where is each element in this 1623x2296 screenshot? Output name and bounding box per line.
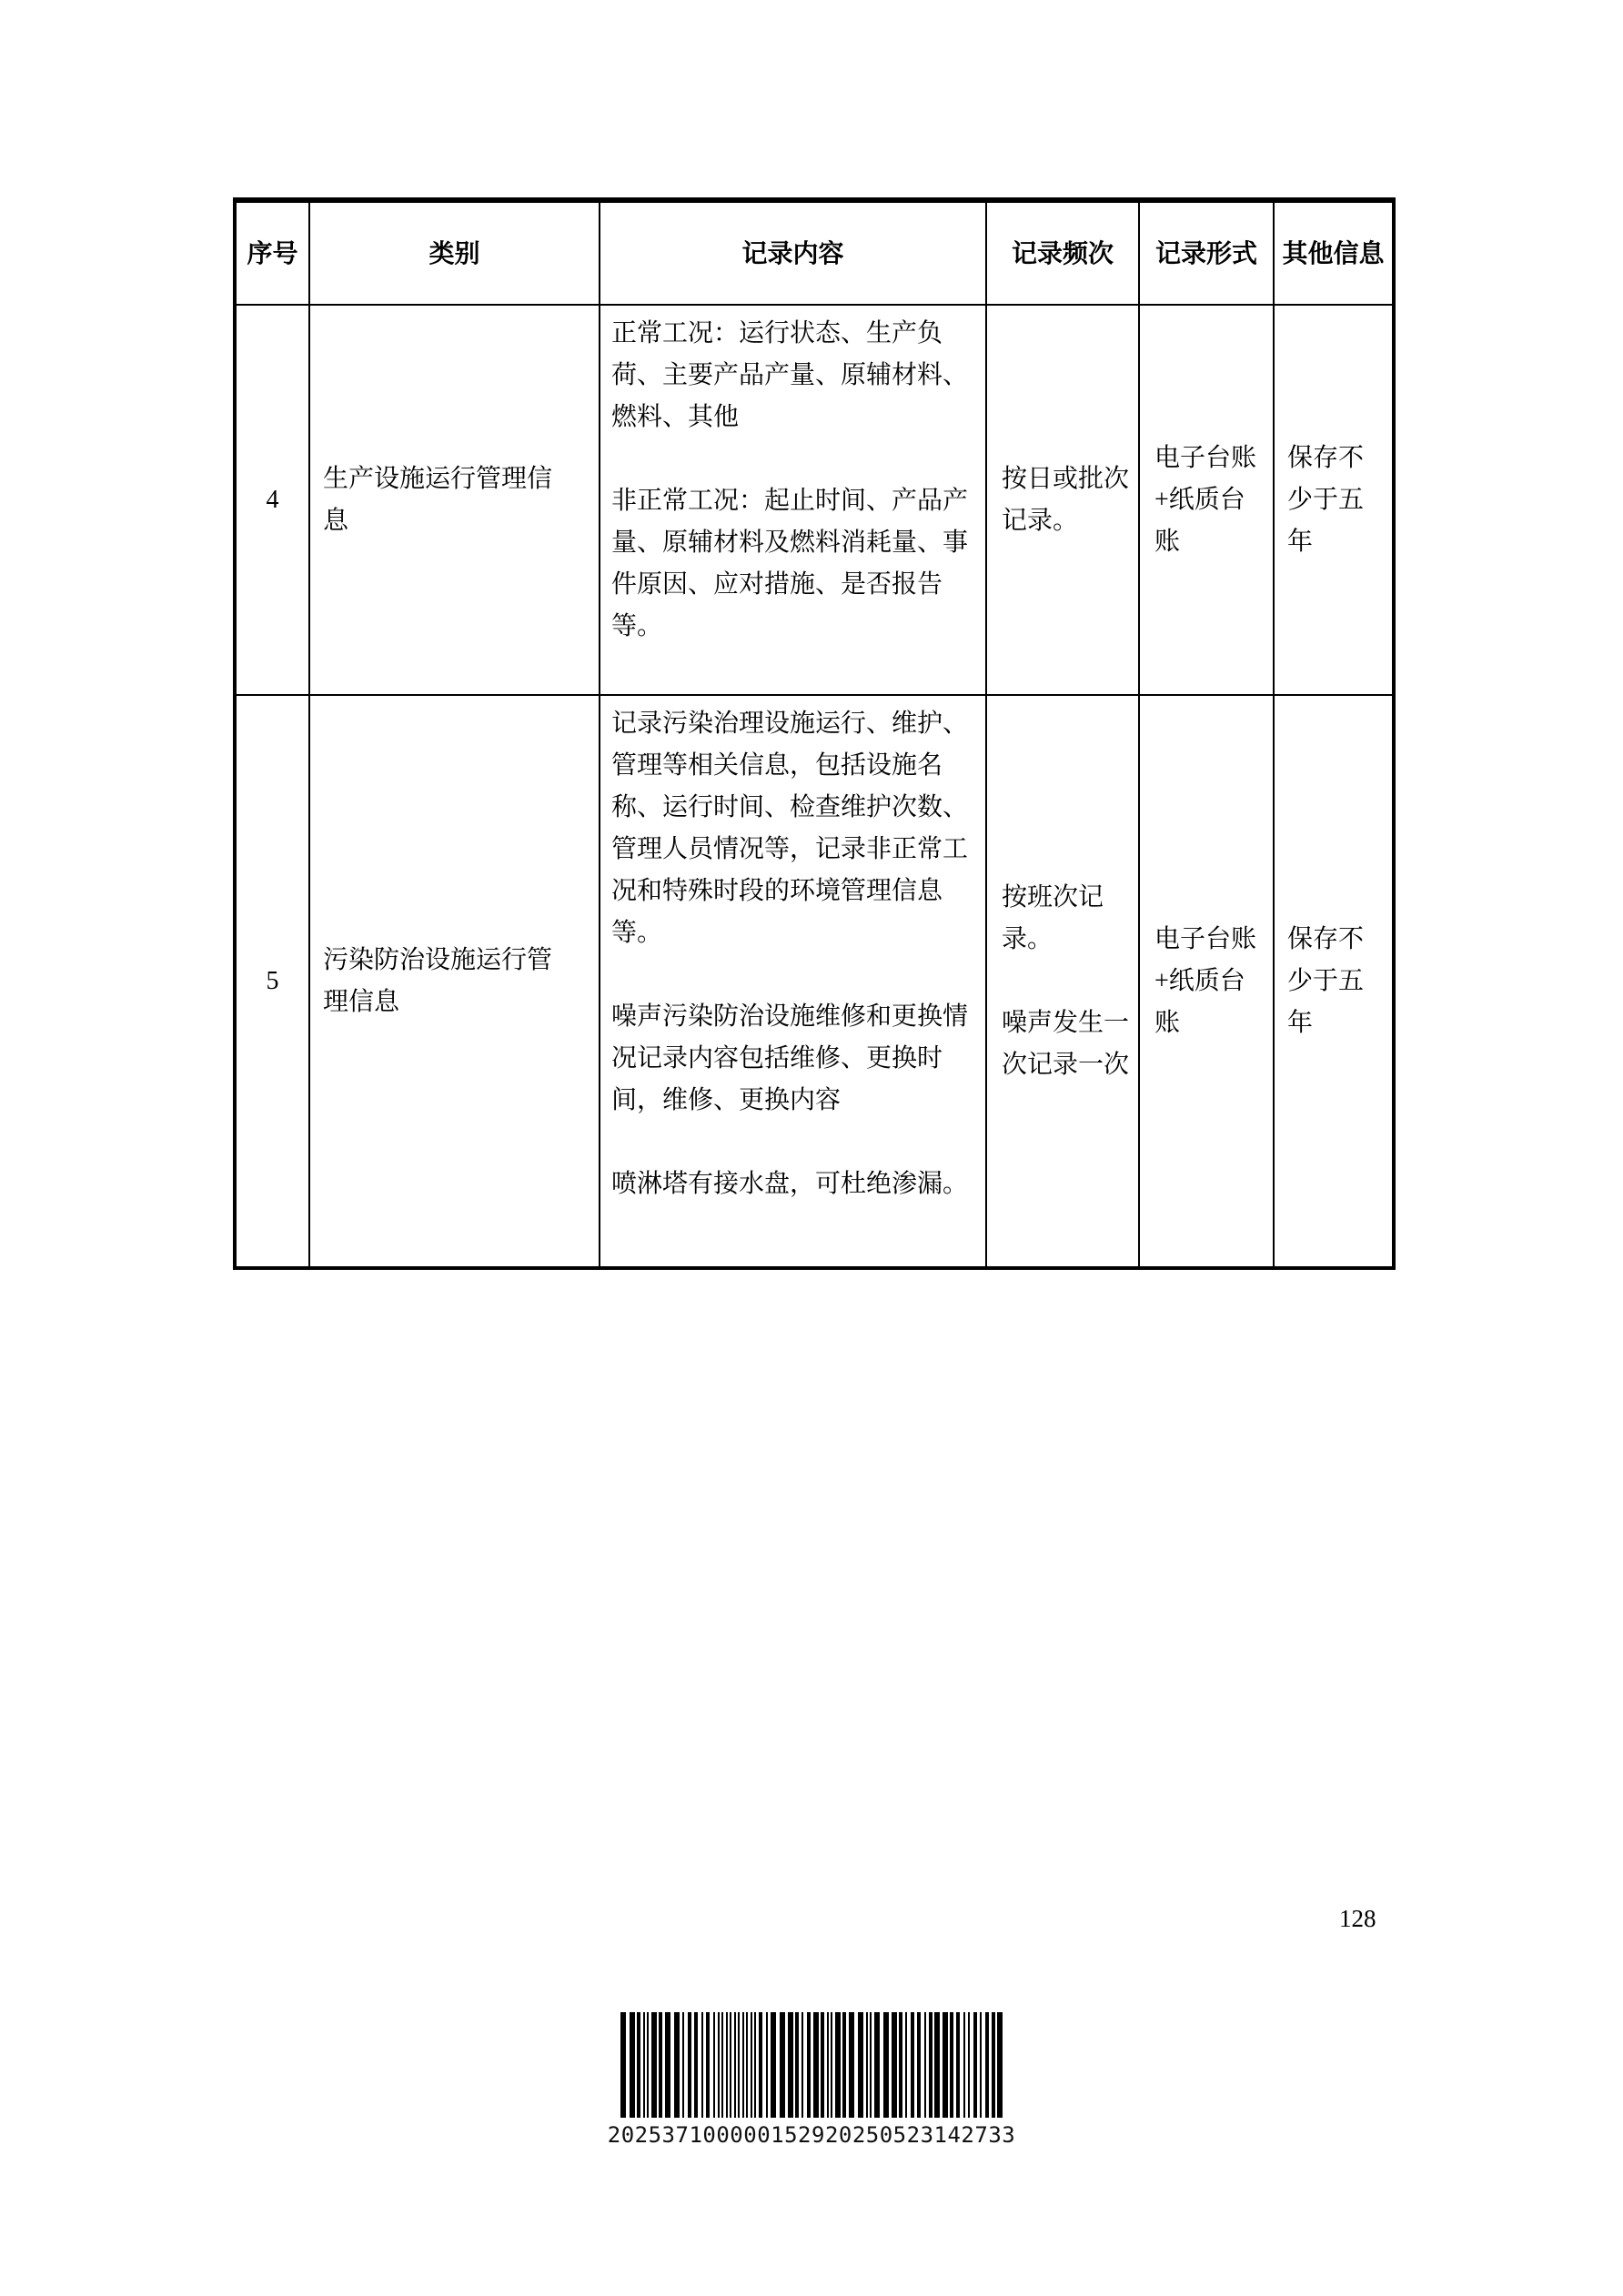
row4-frequency-paragraph-1: 按日或批次记录。	[1002, 464, 1130, 535]
col-header-other: 其他信息	[1274, 200, 1394, 305]
table-row	[235, 695, 1394, 1268]
row5-content-paragraph-1: 记录污染治理设施运行、维护、管理等相关信息，包括设施名称、运行时间、检查维护次数、管理人员情况等，记录非正常工况和特殊时段的环境管理信息等。	[611, 710, 969, 947]
row5-form: 电子台账+纸质台账	[1139, 695, 1274, 1268]
col-header-content: 记录内容	[600, 200, 986, 305]
row4-other: 保存不少于五年	[1274, 305, 1394, 695]
barcode	[593, 2012, 1030, 2148]
row5-serial: 5	[235, 695, 309, 1268]
row4-content-paragraph-2: 非正常工况：起止时间、产品产量、原辅材料及燃料消耗量、事件原因、应对措施、是否报告等。	[611, 487, 969, 640]
table-row	[235, 305, 1394, 695]
row4-category: 生产设施运行管理信息	[309, 305, 600, 695]
barcode-number: 202537100000152920250523142733	[607, 2122, 1016, 2148]
barcode-bars-icon	[593, 2012, 1030, 2118]
row5-content-paragraph-3: 喷淋塔有接水盘，可杜绝渗漏。	[611, 1170, 969, 1198]
row5-category: 污染防治设施运行管理信息	[309, 695, 600, 1268]
row5-frequency-paragraph-2: 噪声发生一次记录一次	[1002, 1008, 1130, 1079]
row4-serial: 4	[235, 305, 309, 695]
row5-other: 保存不少于五年	[1274, 695, 1394, 1268]
col-header-category: 类别	[309, 200, 600, 305]
row5-frequency-paragraph-1: 按班次记录。	[1002, 882, 1104, 953]
col-header-form: 记录形式	[1139, 200, 1274, 305]
row5-frequency	[986, 695, 1139, 1268]
row5-content-paragraph-2: 噪声污染防治设施维修和更换情况记录内容包括维修、更换时间，维修、更换内容	[611, 1002, 969, 1114]
row4-content-paragraph-1: 正常工况：运行状态、生产负荷、主要产品产量、原辅材料、燃料、其他	[611, 319, 969, 431]
col-header-serial: 序号	[235, 200, 309, 305]
col-header-frequency: 记录频次	[986, 200, 1139, 305]
row5-content	[600, 695, 986, 1268]
record-requirements-table	[233, 197, 1396, 1270]
row4-content	[600, 305, 986, 695]
row4-frequency	[986, 305, 1139, 695]
table-header-row	[235, 200, 1394, 305]
row4-form: 电子台账+纸质台账	[1139, 305, 1274, 695]
page-number: 128	[1339, 1905, 1376, 1932]
